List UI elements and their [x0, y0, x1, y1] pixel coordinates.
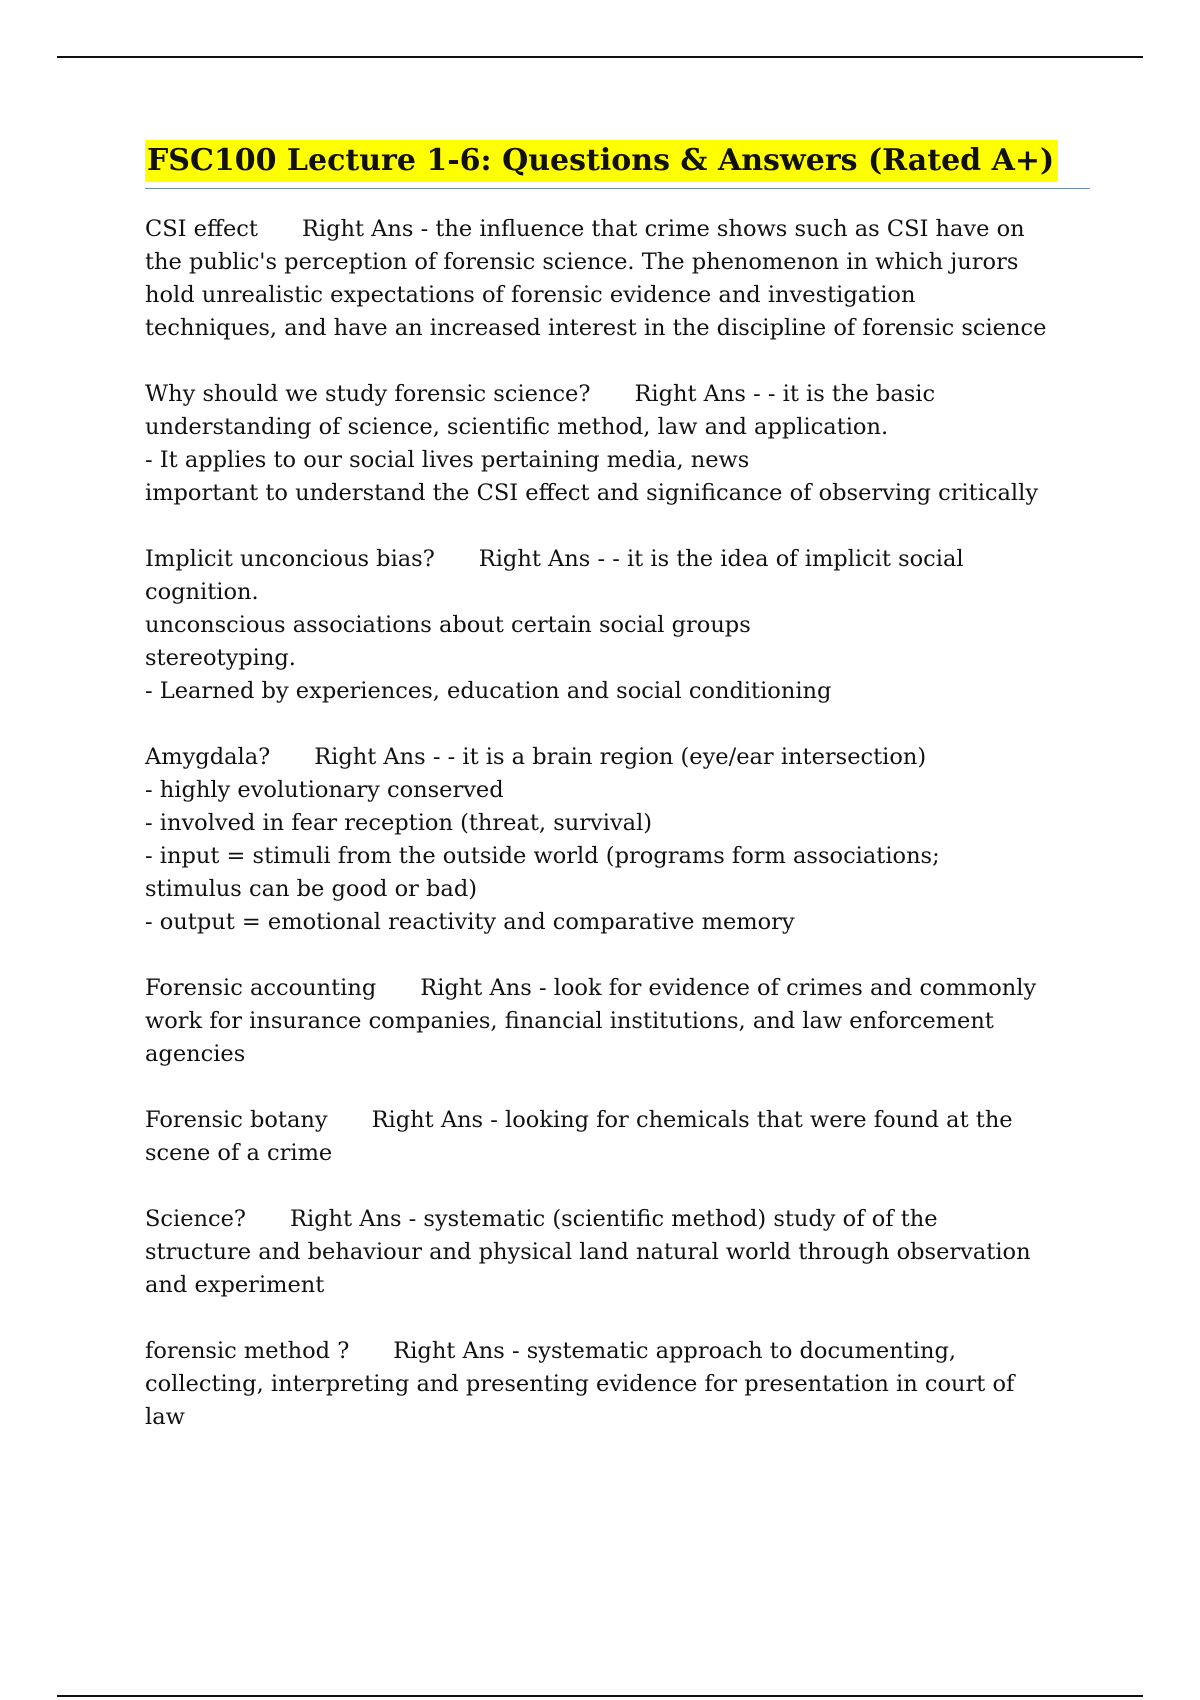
- answer-prefix: Right Ans: [314, 744, 426, 770]
- qa-item: [145, 741, 1090, 939]
- qa-item: [145, 1335, 1090, 1434]
- answer-line: - involved in fear reception (threat, survival): [145, 810, 653, 836]
- qa-item: [145, 213, 1090, 345]
- answer-prefix: Right Ans: [371, 1107, 484, 1133]
- answer-line: work for insurance companies, financial institutions, and law enforcement: [145, 1008, 994, 1034]
- answer-line: cognition.: [145, 579, 259, 605]
- answer-line: - Learned by experiences, education and social conditioning: [145, 678, 832, 704]
- title-block: [145, 140, 1090, 189]
- question-text: Amygdala?: [145, 744, 271, 770]
- qa-first-line: [145, 741, 1090, 774]
- answer-line: important to understand the CSI effect and significance of observing critically: [145, 480, 1039, 506]
- question-text: CSI effect: [145, 216, 258, 242]
- qa-item: [145, 543, 1090, 708]
- answer-line: - looking for chemicals that were found at the: [490, 1107, 1013, 1133]
- qa-first-line: [145, 1104, 1090, 1137]
- answer-line: understanding of science, scientific method, law and application.: [145, 414, 889, 440]
- answer-line: agencies: [145, 1041, 246, 1067]
- question-text: Forensic accounting: [145, 975, 377, 1001]
- answer-line: stereotyping.: [145, 645, 296, 671]
- qa-first-line: [145, 1203, 1090, 1236]
- answer-line: collecting, interpreting and presenting evidence for presentation in court of: [145, 1371, 1015, 1397]
- answer-prefix: Right Ans: [420, 975, 532, 1001]
- answer-line: - input = stimuli from the outside world (programs form associations;: [145, 843, 940, 869]
- answer-line: - It applies to our social lives pertaining media, news: [145, 447, 750, 473]
- qa-item: [145, 972, 1090, 1071]
- document-body: [145, 140, 1090, 1467]
- answer-line: - output = emotional reactivity and comparative memory: [145, 909, 795, 935]
- answer-line: - systematic (scientific method) study of of the: [408, 1206, 938, 1232]
- answer-line: - - it is the basic: [753, 381, 936, 407]
- answer-line: law: [145, 1404, 185, 1430]
- question-text: forensic method ?: [145, 1338, 350, 1364]
- answer-line: the public's perception of forensic science. The phenomenon in which jurors: [145, 249, 1019, 275]
- qa-item: [145, 378, 1090, 510]
- answer-prefix: Right Ans: [301, 216, 414, 242]
- answer-prefix: Right Ans: [634, 381, 746, 407]
- qa-item: [145, 1203, 1090, 1302]
- answer-line: and experiment: [145, 1272, 325, 1298]
- answer-line: - the influence that crime shows such as CSI have on: [420, 216, 1025, 242]
- answer-line: techniques, and have an increased interest in the discipline of forensic science: [145, 315, 1047, 341]
- qa-first-line: [145, 378, 1090, 411]
- answer-prefix: Right Ans: [393, 1338, 505, 1364]
- question-text: Implicit unconcious bias?: [145, 546, 435, 572]
- footer-rule: [57, 1695, 1143, 1697]
- answer-line: scene of a crime: [145, 1140, 333, 1166]
- answer-line: stimulus can be good or bad): [145, 876, 478, 902]
- document-title: FSC100 Lecture 1-6: Questions & Answers (Rated A+): [145, 140, 1058, 182]
- answer-prefix: Right Ans: [290, 1206, 402, 1232]
- answer-line: - - it is the idea of implicit social: [597, 546, 964, 572]
- answer-prefix: Right Ans: [478, 546, 591, 572]
- answer-line: hold unrealistic expectations of forensic evidence and investigation: [145, 282, 916, 308]
- qa-first-line: [145, 1335, 1090, 1368]
- question-text: Why should we study forensic science?: [145, 381, 591, 407]
- qa-first-line: [145, 972, 1090, 1005]
- qa-list: [145, 213, 1090, 1434]
- qa-first-line: [145, 543, 1090, 576]
- answer-line: - highly evolutionary conserved: [145, 777, 504, 803]
- header-rule: [57, 56, 1143, 58]
- question-text: Science?: [145, 1206, 246, 1232]
- qa-first-line: [145, 213, 1090, 246]
- answer-line: structure and behaviour and physical land natural world through observation: [145, 1239, 1031, 1265]
- answer-line: - look for evidence of crimes and commonly: [538, 975, 1037, 1001]
- qa-item: [145, 1104, 1090, 1170]
- answer-line: unconscious associations about certain social groups: [145, 612, 751, 638]
- answer-line: - systematic approach to documenting,: [511, 1338, 956, 1364]
- question-text: Forensic botany: [145, 1107, 328, 1133]
- answer-line: - - it is a brain region (eye/ear intersection): [432, 744, 927, 770]
